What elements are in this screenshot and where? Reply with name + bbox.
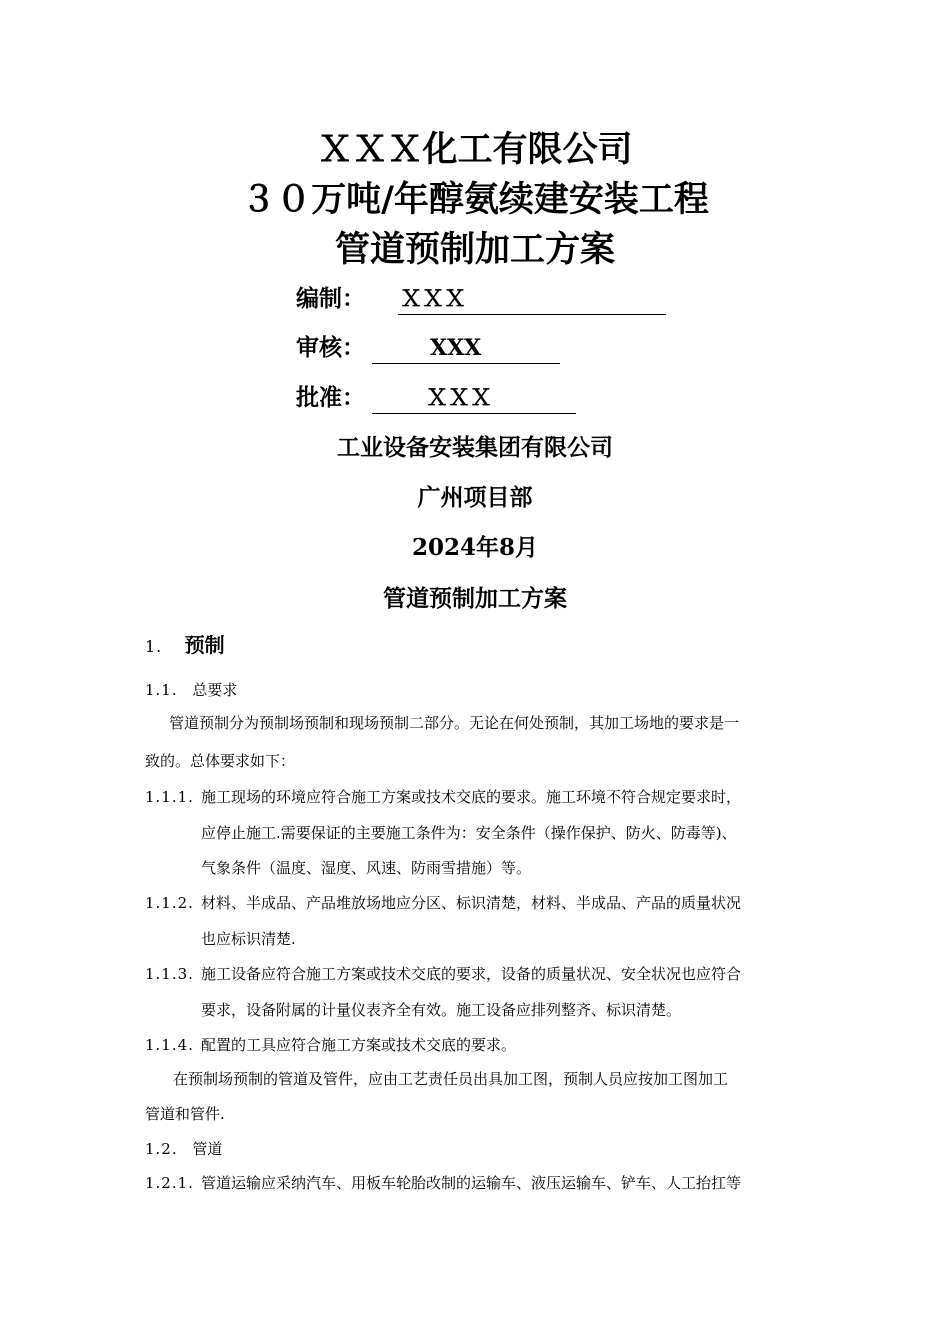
paragraph-1-line-2: 致的。总体要求如下：	[145, 752, 296, 770]
item-1-1-4-line-1: 配置的工具应符合施工方案或技术交底的要求。	[201, 1036, 517, 1054]
heading-1-number: 1.	[145, 637, 163, 656]
item-1-1-4-number: 1.1.4.	[145, 1036, 194, 1054]
department-name: 广州项目部	[417, 484, 533, 511]
item-1-1-3-number: 1.1.3.	[145, 965, 194, 983]
approve-label: 批准：	[296, 384, 365, 411]
subheading-1-1: 1.1. 总要求	[145, 681, 238, 699]
compiled-field	[398, 284, 666, 315]
item-1-1-1-line-2: 应停止施工.需要保证的主要施工条件为：安全条件（操作保护、防火、防毒等)、	[201, 824, 737, 842]
heading-1	[145, 631, 225, 661]
project-name: ３０万吨/年醇氨续建安装工程	[241, 179, 709, 220]
compiled-label: 编制：	[296, 285, 365, 312]
item-1-1-1-number: 1.1.1.	[145, 788, 194, 806]
approve-value: ＸＸＸ	[426, 385, 493, 411]
subheading-1-2: 1.2. 管道	[145, 1140, 223, 1158]
group-name: 工业设备安装集团有限公司	[337, 434, 613, 461]
compiled-value: ＸＸＸ	[400, 286, 467, 312]
item-1-2-1-number: 1.2.1.	[145, 1174, 194, 1192]
item-1-1-3-line-1: 施工设备应符合施工方案或技术交底的要求，设备的质量状况、安全状况也应符合	[201, 965, 742, 983]
review-label: 审核：	[296, 334, 365, 361]
paragraph-1-line-1: 管道预制分为预制场预制和现场预制二部分。无论在何处预制，其加工场地的要求是一	[169, 714, 740, 732]
heading-1-text: 预制	[184, 633, 225, 657]
review-value: XXX	[430, 335, 482, 361]
item-1-1-1-line-1: 施工现场的环境应符合施工方案或技术交底的要求。施工环境不符合规定要求时，	[201, 788, 742, 806]
item-1-1-1-line-3: 气象条件（温度、湿度、风速、防雨雪措施）等。	[201, 859, 532, 877]
item-1-2-1-line-1: 管道运输应采纳汽车、用板车轮胎改制的运输车、液压运输车、铲车、人工抬扛等	[201, 1174, 742, 1192]
company-name: ＸＸＸ化工有限公司	[317, 129, 633, 170]
review-field	[372, 333, 560, 364]
item-1-1-2-number: 1.1.2.	[145, 894, 194, 912]
approve-field	[372, 383, 576, 414]
paragraph-2-line-2: 管道和管件.	[145, 1105, 225, 1123]
section-title: 管道预制加工方案	[383, 585, 567, 612]
document-title: 管道预制加工方案	[334, 229, 615, 270]
item-1-1-2-line-2: 也应标识清楚.	[201, 930, 296, 948]
item-1-1-2-line-1: 材料、半成品、产品堆放场地应分区、标识清楚，材料、半成品、产品的质量状况	[201, 894, 742, 912]
document-date: 2024年8月	[411, 534, 539, 561]
item-1-1-3-line-2: 要求，设备附属的计量仪表齐全有效。施工设备应排列整齐、标识清楚。	[201, 1001, 682, 1019]
paragraph-2-line-1: 在预制场预制的管道及管件，应由工艺责任员出具加工图，预制人员应按加工图加工	[173, 1070, 729, 1088]
